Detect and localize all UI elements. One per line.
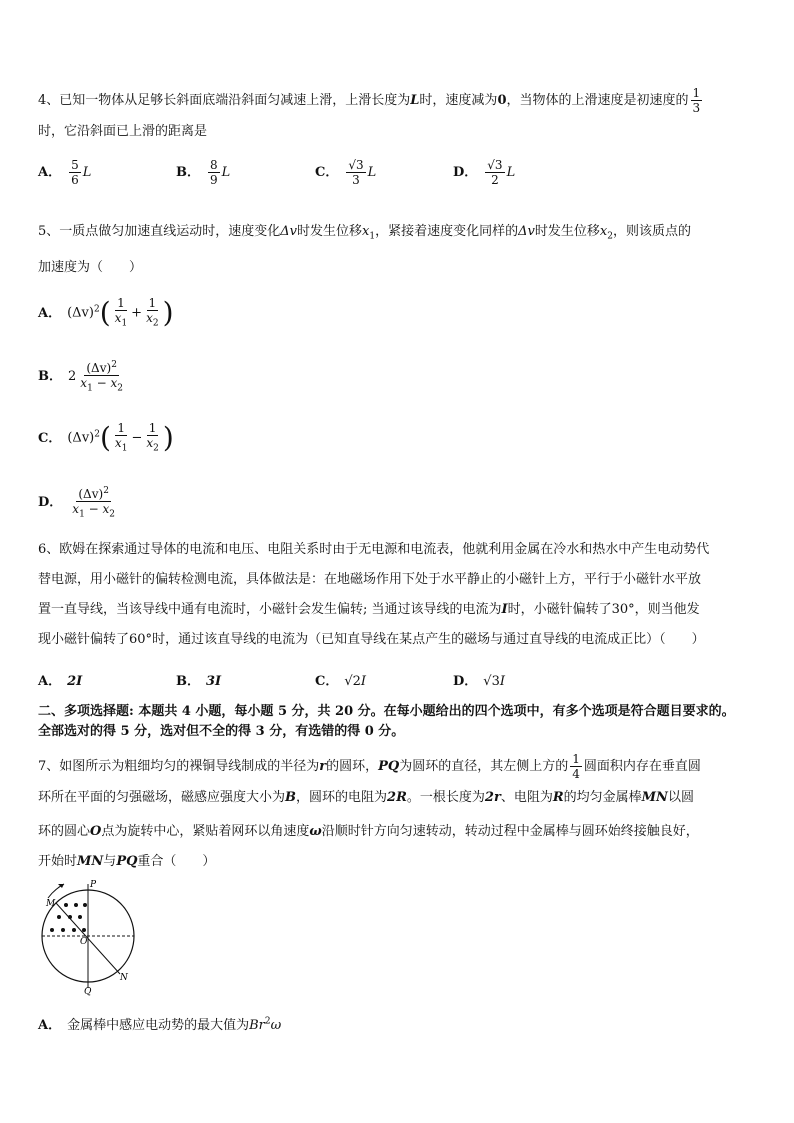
q5-option-a[interactable]: A． $(\Delta v)^2$( $\frac{1}{x_1}$ + $\frac{1}{x_2}$ ) bbox=[38, 296, 174, 330]
label-p: P bbox=[90, 880, 97, 890]
q4-option-d[interactable]: D． $\frac{√3}{2}$ L bbox=[453, 158, 516, 187]
q5-option-d[interactable]: D． $\frac{(\Delta v)^2}{x_1 - x_2}$ bbox=[38, 486, 116, 520]
label-m: M bbox=[46, 899, 56, 909]
q7-stem-line2: 环所在平面的匀强磁场，磁感应强度大小为B，圆环的电阻为2R。一根长度为2r、电阻为R的均匀金属棒MN以圆 bbox=[38, 790, 694, 805]
q6-stem-line4: 现小磁针偏转了60°时，通过该直导线的电流为（已知直导线在某点产生的磁场与通过直导线的电流成正比）（ ） bbox=[38, 632, 705, 647]
label-q: Q bbox=[84, 987, 92, 996]
magnetic-field-dots bbox=[50, 903, 87, 932]
q4-option-a[interactable]: A． $\frac{5}{6}$ L bbox=[38, 158, 92, 187]
label-o: O bbox=[80, 937, 88, 947]
q5-option-b[interactable]: B． 2 $\frac{(\Delta v)^2}{x_1 - x_2}$ bbox=[38, 360, 124, 394]
q6-stem-line1: 6、欧姆在探索通过导体的电流和电压、电阻关系时由于无电源和电流表，他就利用金属在冷水和热水中产生电动势代 bbox=[38, 542, 710, 557]
q4-text: 时，速度减为 bbox=[419, 93, 498, 108]
q7-stem-line4: 开始时MN与PQ重合（ ） bbox=[38, 854, 216, 869]
q4-fraction: $\frac{1}{3}$ bbox=[692, 86, 701, 115]
q5-stem-line1: 5、一质点做匀加速直线运动时，速度变化Δv时发生位移$x_1$，紧接着速度变化同样的Δv时发生位移$x_2$，则该质点的 bbox=[38, 224, 691, 242]
q4-stem-line1 bbox=[38, 86, 704, 115]
q4-option-c[interactable]: C． $\frac{√3}{3}$ L bbox=[315, 158, 377, 187]
q5-stem-line2: 加速度为（ ） bbox=[38, 260, 143, 275]
q4-text: ，当物体的上滑速度是初速度的 bbox=[506, 93, 689, 108]
q7-stem-line1: 7、如图所示为粗细均匀的裸铜导线制成的半径为r的圆环，PQ为圆环的直径，其左侧上方的 $\frac{1}{4}$ 圆面积内存在垂直圆 bbox=[38, 752, 701, 781]
q6-stem-line3: 置一直导线，当该导线中通有电流时，小磁针会发生偏转; 当通过该导线的电流为I时，小磁针偏转了30°，则当他发 bbox=[38, 602, 700, 617]
section2-heading-line2: 全部选对的得 5 分，选对但不全的得 3 分，有选错的得 0 分。 bbox=[38, 724, 405, 739]
q4-var: L bbox=[410, 93, 420, 108]
q6-option-c[interactable]: C． √2I bbox=[315, 674, 367, 689]
q7-stem-line3: 环的圆心O点为旋转中心，紧贴着网环以角速度ω沿顺时针方向匀速转动，转动过程中金属棒与圆环始终接触良好， bbox=[38, 824, 699, 839]
q4-stem-line2 bbox=[38, 122, 207, 142]
q5-option-c[interactable]: C． $(\Delta v)^2$( $\frac{1}{x_1}$ − $\frac{1}{x_2}$ ) bbox=[38, 421, 174, 455]
q7-option-a[interactable]: A． 金属棒中感应电动势的最大值为Br$^2$ω bbox=[38, 1016, 282, 1033]
q6-stem-line2: 替电源，用小磁针的偏转检测电流，具体做法是：在地磁场作用下处于水平静止的小磁针上方，平行于小磁针水平放 bbox=[38, 572, 702, 587]
q6-option-a[interactable]: A． 2I bbox=[38, 674, 83, 689]
q6-option-b[interactable]: B． 3I bbox=[176, 674, 222, 689]
q4-zero: 0 bbox=[497, 93, 507, 108]
label-n: N bbox=[120, 973, 128, 983]
section2-heading-line1: 二、多项选择题: 本题共 4 小题，每小题 5 分，共 20 分。在每小题给出的四个选项中，有多个选项是符合题目要求的。 bbox=[38, 704, 735, 719]
q7-figure bbox=[34, 876, 144, 996]
q4-option-b[interactable]: B． $\frac{8}{9}$ L bbox=[176, 158, 231, 187]
q4-text: 时，它沿斜面已上滑的距离是 bbox=[38, 124, 208, 139]
q4-text: 4、已知一物体从足够长斜面底端沿斜面匀减速上滑，上滑长度为 bbox=[38, 93, 411, 108]
q6-option-d[interactable]: D． √3I bbox=[453, 674, 505, 689]
